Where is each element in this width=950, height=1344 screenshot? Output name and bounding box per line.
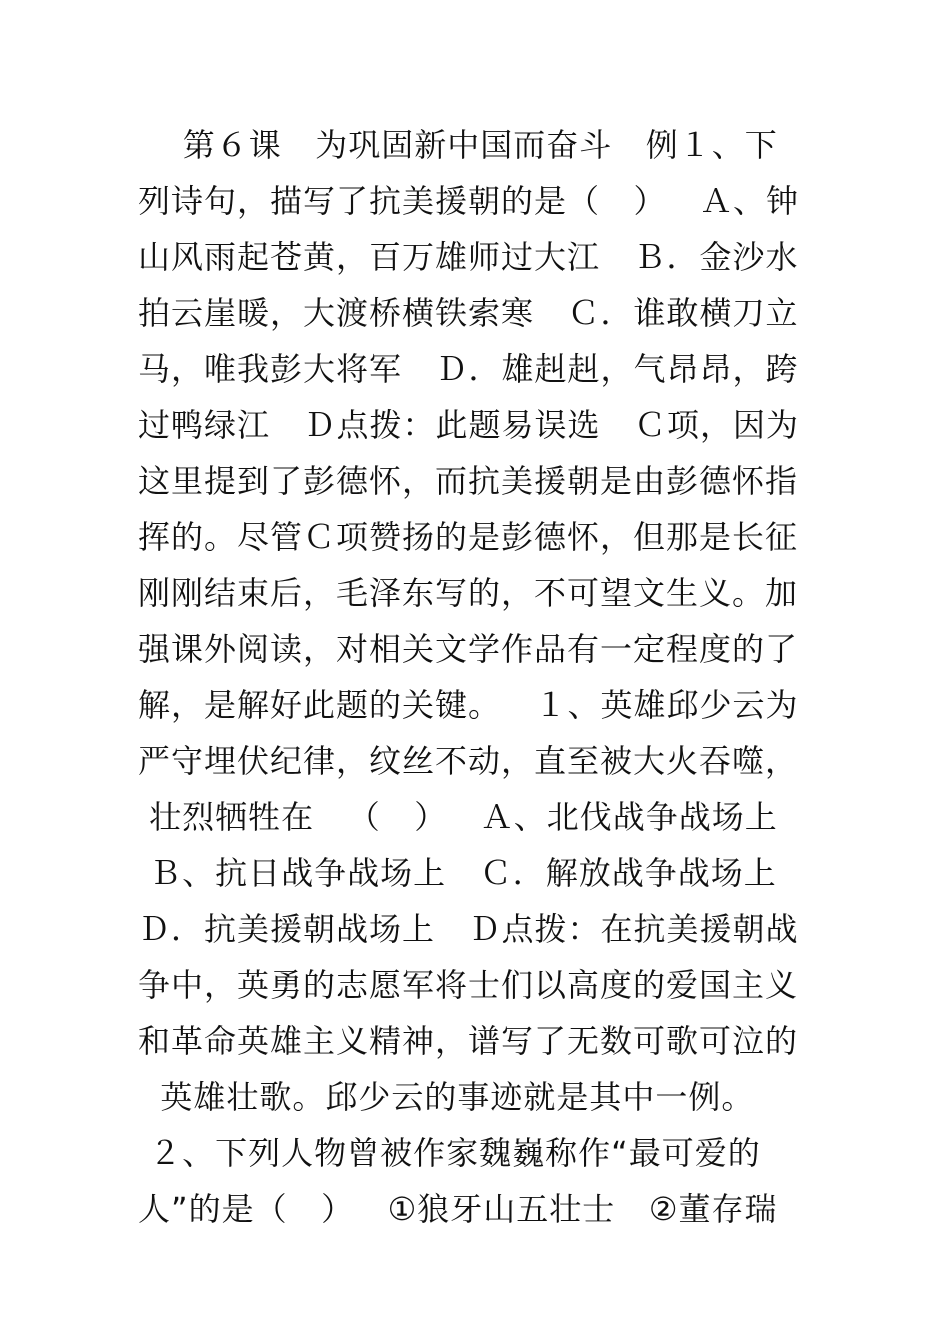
text-line: 马，唯我彭大将军 Ｄ．雄赳赳，气昂昂，跨 (138, 350, 799, 388)
text-line: 严守埋伏纪律，纹丝不动，直至被大火吞噬， (138, 742, 799, 780)
text-line: 这里提到了彭德怀，而抗美援朝是由彭德怀指 (138, 462, 799, 500)
text-line: 挥的。尽管Ｃ项赞扬的是彭德怀，但那是长征 (138, 518, 799, 556)
text-line: 过鸭绿江 Ｄ点拨：此题易误选 Ｃ项，因为 (138, 406, 800, 444)
text-line: Ｂ、抗日战争战场上 Ｃ．解放战争战场上 (138, 854, 777, 892)
text-line: 山风雨起苍黄，百万雄师过大江 Ｂ．金沙水 (138, 238, 799, 276)
text-line: 拍云崖暖，大渡桥横铁索寒 Ｃ．谁敢横刀立 (138, 294, 799, 332)
text-line: 争中，英勇的志愿军将士们以高度的爱国主义 (138, 966, 799, 1004)
text-line: 第６课 为巩固新中国而奋斗 例１、下 (138, 126, 778, 164)
text-line: ２、下列人物曾被作家魏巍称作“最可爱的 (138, 1134, 761, 1172)
text-line: 英雄壮歌。邱少云的事迹就是其中一例。 (138, 1078, 755, 1116)
text-line: 列诗句，描写了抗美援朝的是（ ） Ａ、钟 (138, 182, 800, 220)
text-line: 人”的是（ ） ①狼牙山五壮士 ②董存瑞 (138, 1190, 778, 1228)
text-line: 刚刚结束后，毛泽东写的，不可望文生义。加 (138, 574, 799, 612)
text-line: 和革命英雄主义精神，谱写了无数可歌可泣的 (138, 1022, 799, 1060)
text-line: 强课外阅读，对相关文学作品有一定程度的了 (138, 630, 799, 668)
text-line: 解，是解好此题的关键。 １、英雄邱少云为 (138, 686, 799, 724)
text-line: Ｄ．抗美援朝战场上 Ｄ点拨：在抗美援朝战 (138, 910, 799, 948)
text-line: 壮烈牺牲在 （ ） Ａ、北伐战争战场上 (138, 798, 778, 836)
